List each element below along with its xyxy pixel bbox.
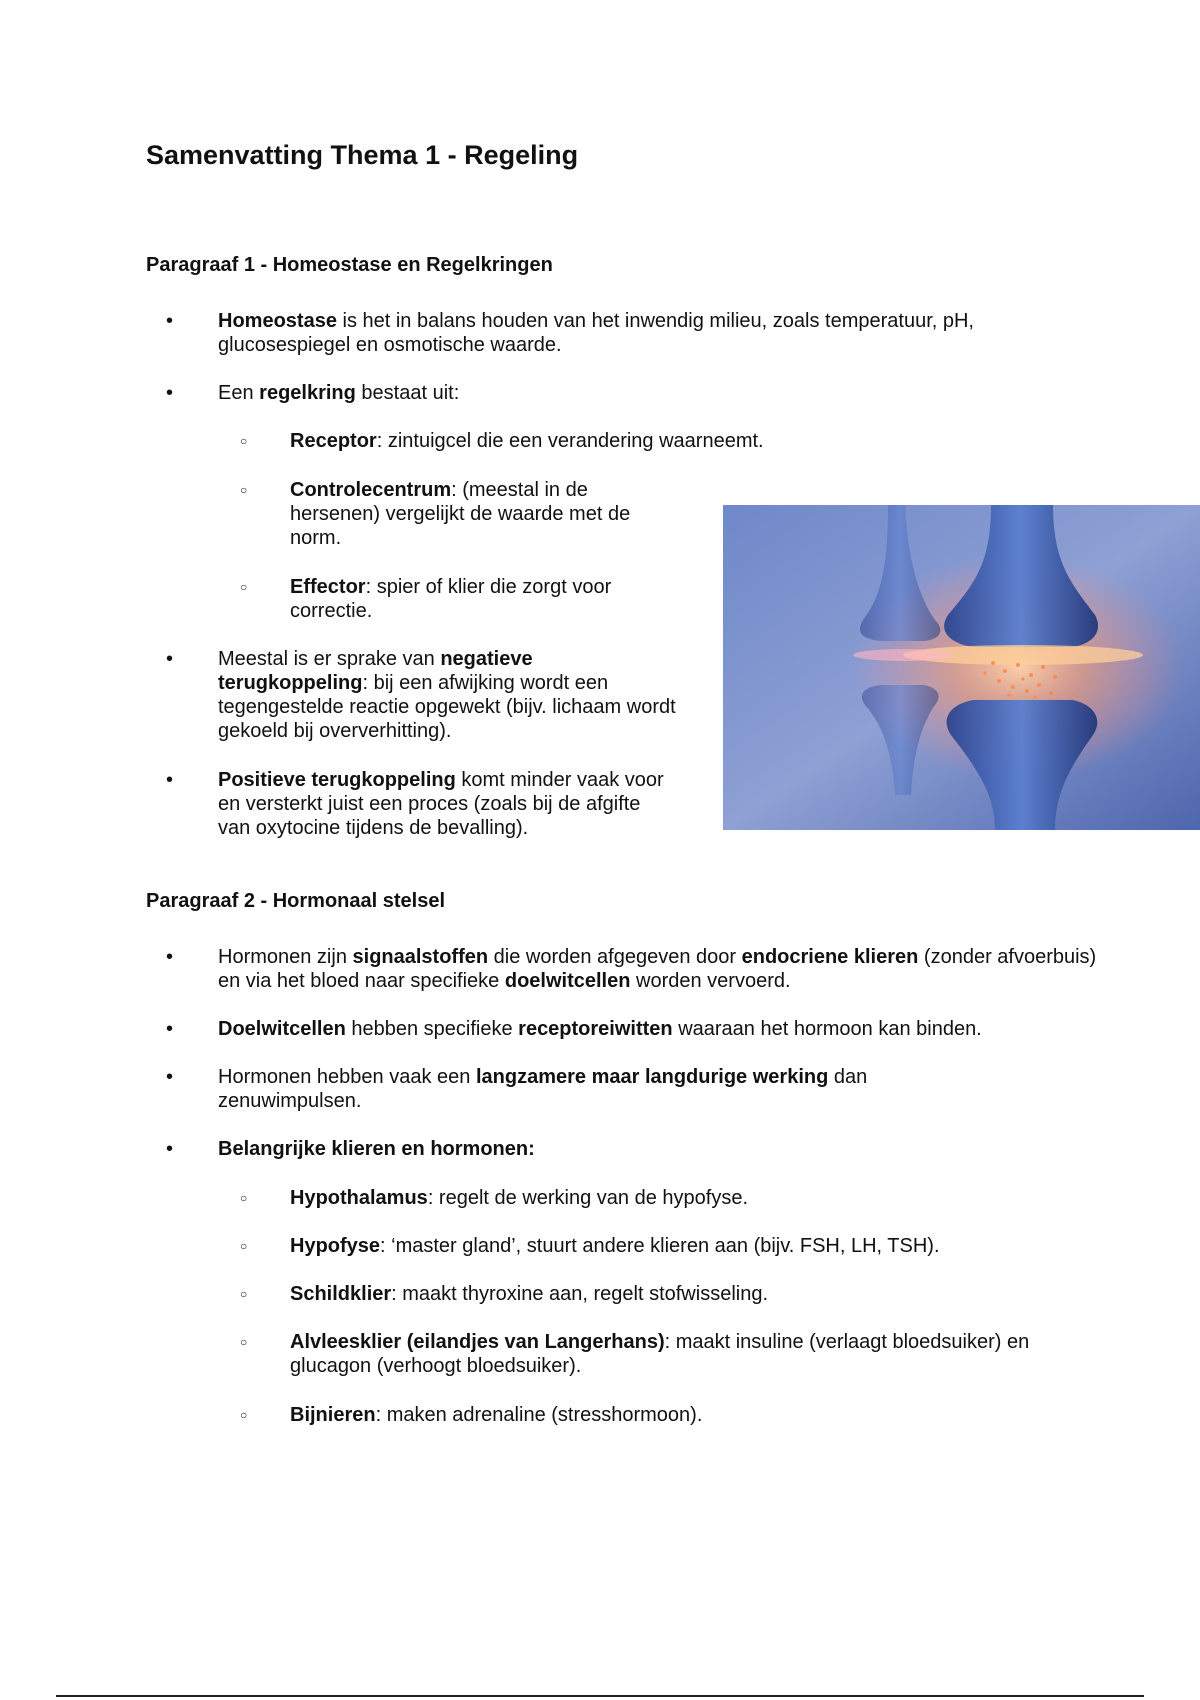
sub-item-receptor: Receptor: zintuigcel die een verandering waarneemt. <box>290 430 764 452</box>
sub-bullet-glyph: ○ <box>240 1287 248 1301</box>
sub-item-hypothalamus: Hypothalamus: regelt de werking van de hypofyse. <box>290 1187 748 1209</box>
bullet-glyph: • <box>166 946 174 968</box>
list-item-negatieve-terugkoppeling: Meestal is er sprake van negatieve terugkoppeling: bij een afwijking wordt een tegengestelde reactie opgewekt (bijv. lichaam wordt gekoeld bij oververhitting). <box>218 648 676 742</box>
list-item-positieve-terugkoppeling: Positieve terugkoppeling komt minder vaak voor en versterkt juist een proces (zoals bij de afgifte van oxytocine tijdens de bevalling). <box>218 769 664 839</box>
sub-item-effector: Effector: spier of klier die zorgt voor correctie. <box>290 576 612 622</box>
sub-bullet-glyph: ○ <box>240 434 248 448</box>
bullet-glyph: • <box>166 1066 174 1088</box>
page-title: Samenvatting Thema 1 - Regeling <box>146 140 579 170</box>
sub-item-schildklier: Schildklier: maakt thyroxine aan, regelt stofwisseling. <box>290 1283 769 1305</box>
list-item-regelkring: Een regelkring bestaat uit: <box>218 382 460 404</box>
section-2-heading: Paragraaf 2 - Hormonaal stelsel <box>146 890 446 912</box>
sub-bullet-glyph: ○ <box>240 1408 248 1422</box>
bullet-glyph: • <box>166 310 174 332</box>
list-item-werking: Hormonen hebben vaak een langzamere maar langdurige werking dan zenuwimpulsen. <box>218 1066 868 1112</box>
sub-bullet-glyph: ○ <box>240 1191 248 1205</box>
bullet-glyph: • <box>166 382 174 404</box>
sub-item-hypofyse: Hypofyse: ‘master gland’, stuurt andere klieren aan (bijv. FSH, LH, TSH). <box>290 1235 940 1257</box>
bullet-glyph: • <box>166 648 174 670</box>
synapse-illustration <box>723 505 1200 830</box>
sub-bullet-glyph: ○ <box>240 1335 248 1349</box>
sub-item-bijnieren: Bijnieren: maken adrenaline (stresshormoon). <box>290 1404 703 1426</box>
list-item-klieren-heading: Belangrijke klieren en hormonen: <box>218 1138 535 1160</box>
sub-bullet-glyph: ○ <box>240 483 248 497</box>
sub-item-alvleesklier: Alvleesklier (eilandjes van Langerhans): maakt insuline (verlaagt bloedsuiker) en glucagon (verhoogt bloedsuiker). <box>290 1331 1030 1377</box>
synapse-image <box>723 505 1200 830</box>
bullet-glyph: • <box>166 1018 174 1040</box>
section-1-heading: Paragraaf 1 - Homeostase en Regelkringen <box>146 254 553 276</box>
list-item-homeostase: Homeostase is het in balans houden van het inwendig milieu, zoals temperatuur, pH, glucosespiegel en osmotische waarde. <box>218 310 974 356</box>
bullet-glyph: • <box>166 1138 174 1160</box>
list-item-hormonen: Hormonen zijn signaalstoffen die worden afgegeven door endocriene klieren (zonder afvoerbuis) en via het bloed naar specifieke doelwitcellen worden vervoerd. <box>218 946 1097 992</box>
bullet-glyph: • <box>166 769 174 791</box>
list-item-doelwitcellen: Doelwitcellen hebben specifieke receptoreiwitten waaraan het hormoon kan binden. <box>218 1018 982 1040</box>
sub-bullet-glyph: ○ <box>240 580 248 594</box>
sub-item-controlecentrum: Controlecentrum: (meestal in de hersenen) vergelijkt de waarde met de norm. <box>290 479 631 549</box>
footer-divider <box>56 1695 1144 1697</box>
sub-bullet-glyph: ○ <box>240 1239 248 1253</box>
